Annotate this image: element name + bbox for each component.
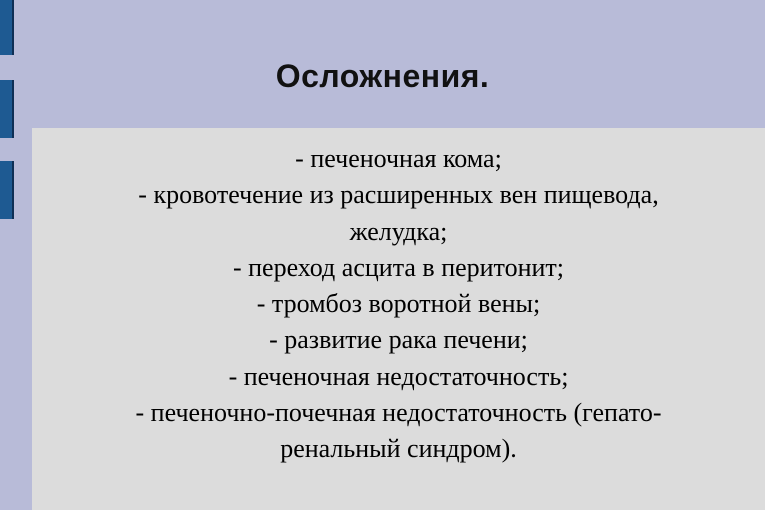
accent-bar [0, 161, 14, 219]
list-item: ренальный синдром). [280, 434, 517, 464]
list-item: - кровотечение из расширенных вен пищевода, [138, 180, 659, 210]
list-item: - развитие рака печени; [269, 325, 528, 355]
accent-bar [0, 0, 14, 55]
list-item: - переход асцита в перитонит; [232, 252, 564, 282]
list-item: - тромбоз воротной вены; [256, 289, 541, 319]
list-item: - печеночно-почечная недостаточность (гепато- [135, 398, 662, 428]
complications-list [32, 141, 765, 468]
slide-title: Осложнения. [275, 58, 490, 94]
list-item: - печеночная кома; [295, 144, 502, 173]
list-item: - печеночная недостаточность; [228, 361, 569, 391]
list-item: желудка; [349, 216, 448, 246]
